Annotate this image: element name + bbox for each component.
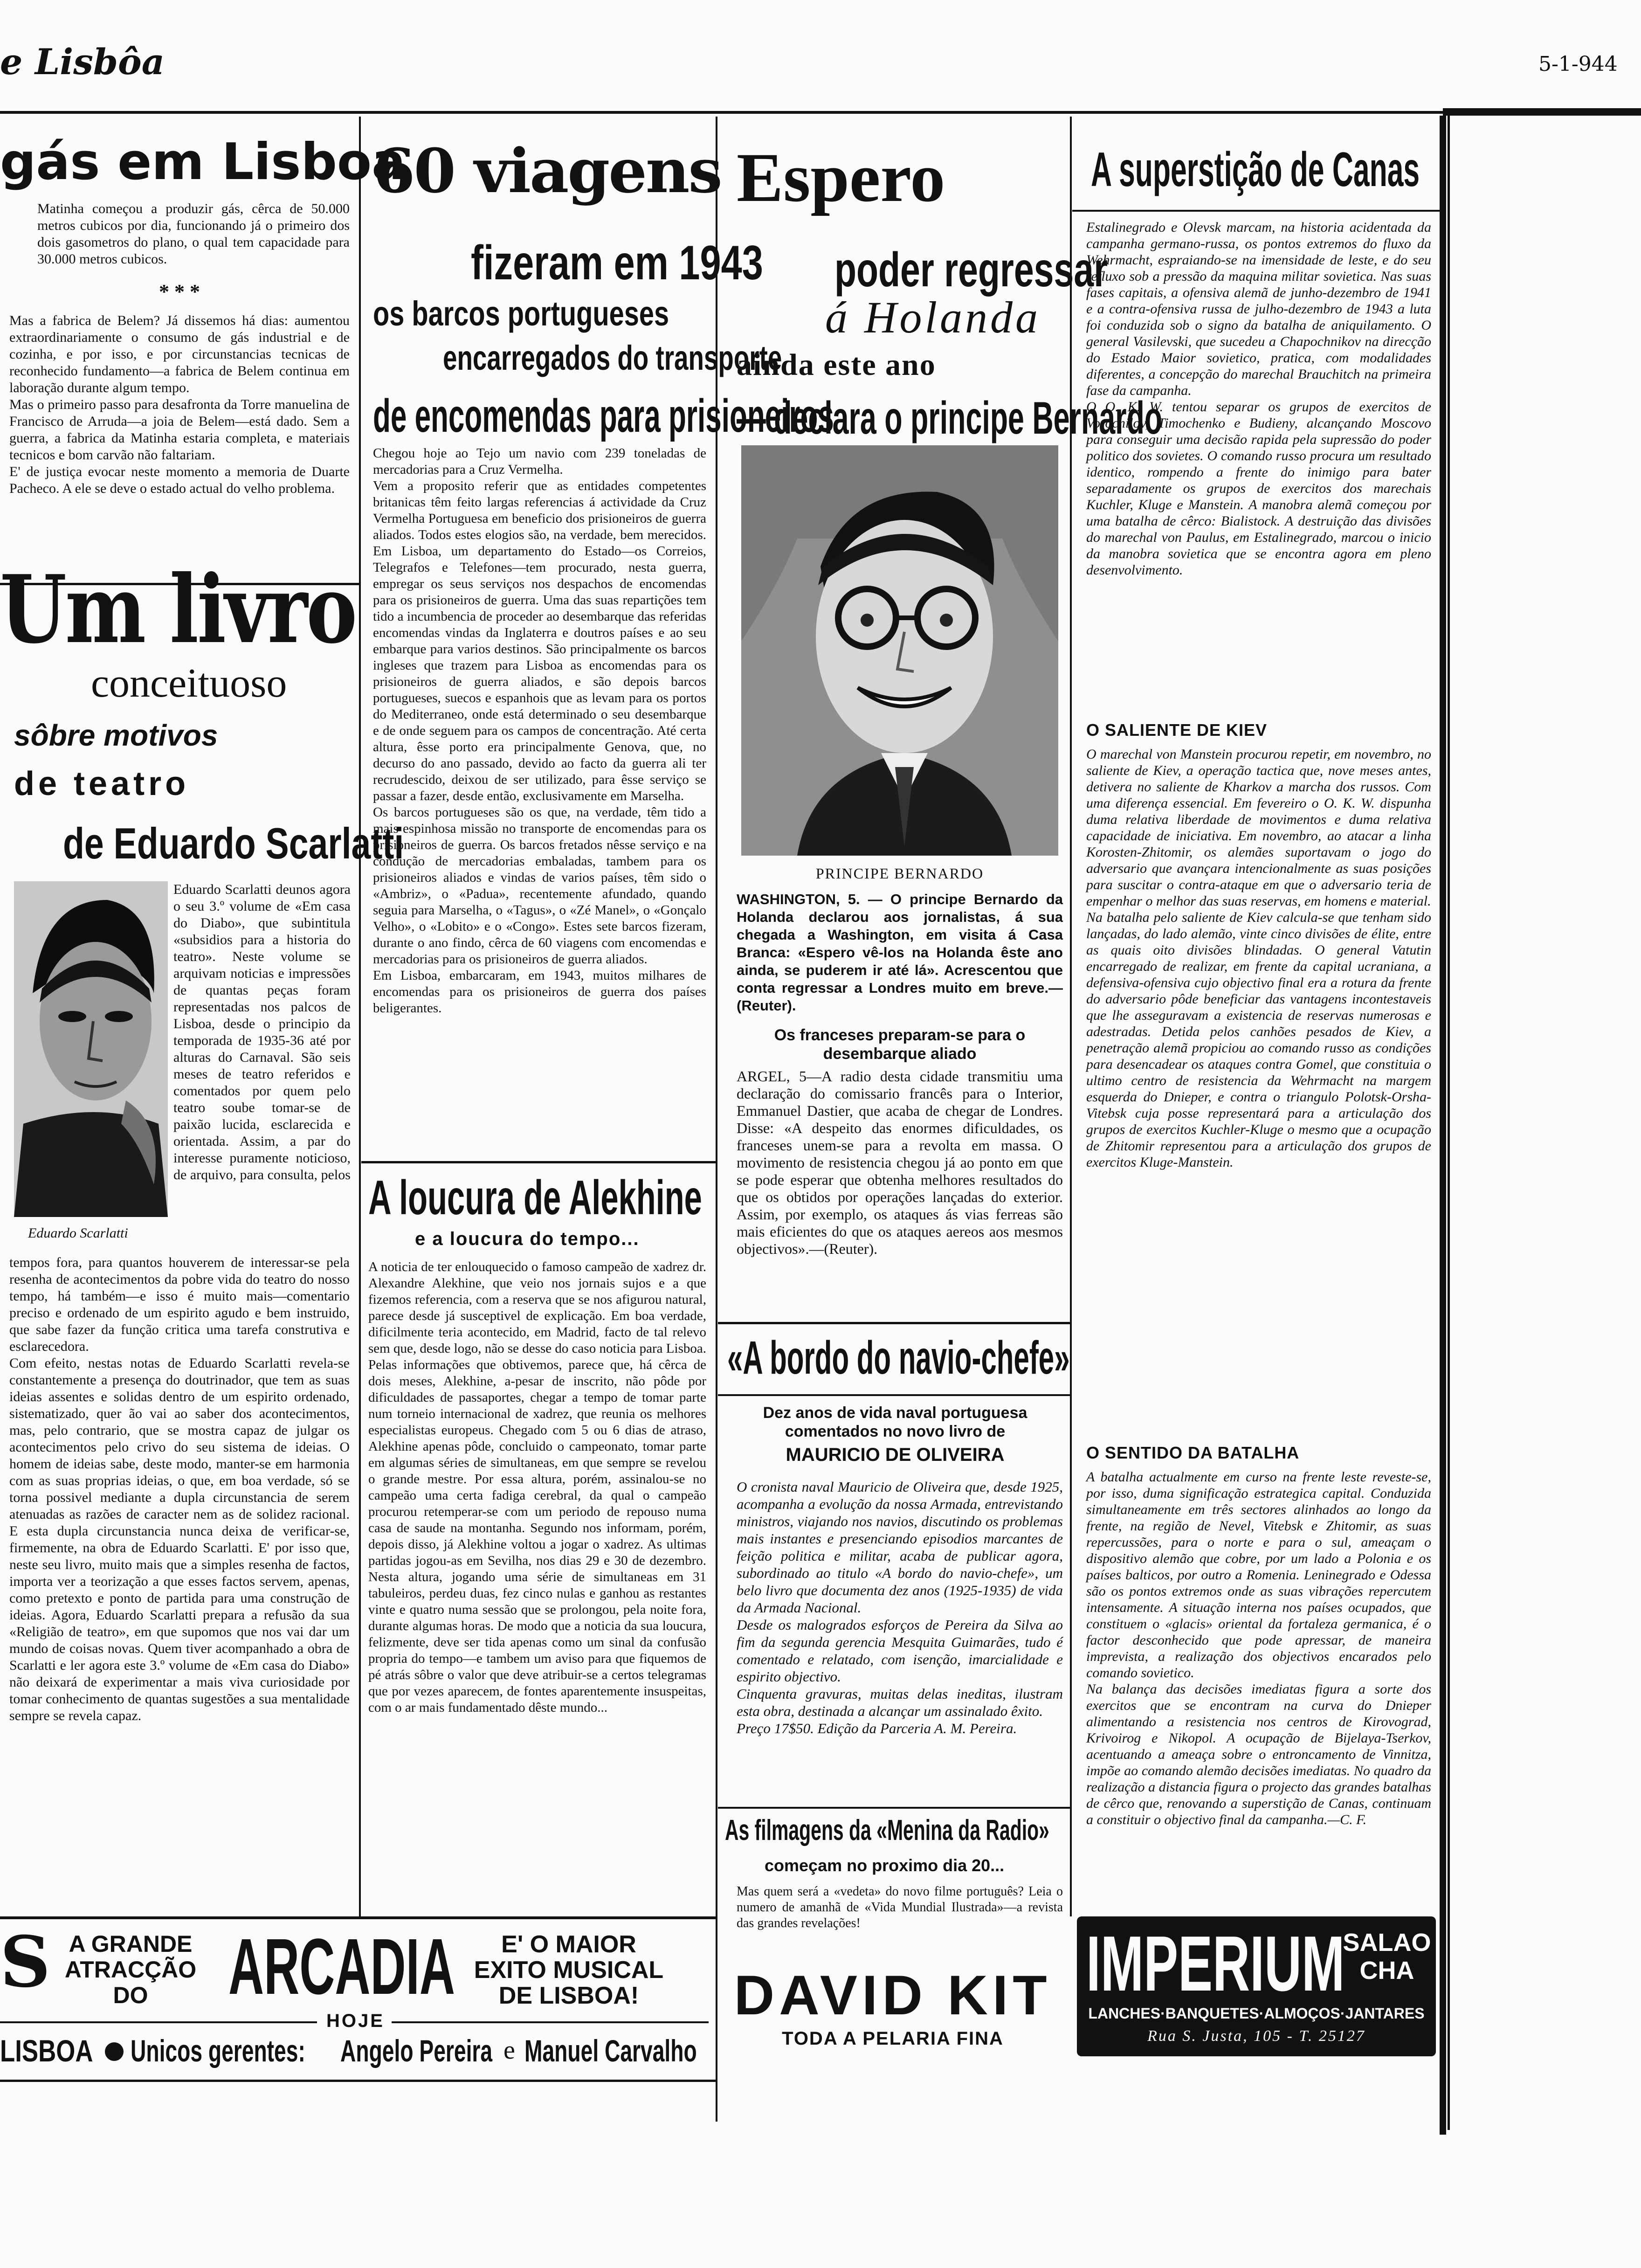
arcadia-bottom-rule bbox=[0, 2080, 716, 2082]
column-rule-3 bbox=[1070, 117, 1072, 1916]
arcadia-bottom-e: e bbox=[503, 2036, 515, 2065]
filmagens-headline: As filmagens da «Menina da Radio» bbox=[725, 1814, 1049, 1846]
alekhine-headline: A loucura de Alekhine bbox=[368, 1171, 702, 1225]
navio-bottom-rule bbox=[718, 1807, 1070, 1809]
masthead-rule-right bbox=[1443, 108, 1641, 116]
davidkit-tag: TODA A PELARIA FINA bbox=[782, 2028, 1004, 2049]
viagens-headline-3: os barcos portugueses bbox=[373, 294, 669, 333]
canas-subhead-1: O SALIENTE DE KIEV bbox=[1086, 720, 1268, 740]
imperium-name: IMPERIUM bbox=[1086, 1920, 1345, 2007]
holanda-headline-2: poder regressar bbox=[834, 243, 1108, 297]
arcadia-grande-1: A GRANDE bbox=[69, 1931, 193, 1957]
canas-headline-rule bbox=[1072, 210, 1441, 212]
scarlatti-caption: Eduardo Scarlatti bbox=[28, 1225, 128, 1241]
gas-separator: * * * bbox=[159, 280, 200, 303]
arcadia-grande-3: DO bbox=[113, 1982, 148, 2008]
viagens-bottom-rule bbox=[361, 1161, 716, 1163]
navio-headline: «A bordo do navio-chefe» bbox=[727, 1332, 1070, 1384]
arcadia-maior-1: E' O MAIOR bbox=[501, 1931, 636, 1958]
arcadia-grande-2: ATRACÇÃO bbox=[64, 1957, 197, 1983]
canas-headline: A superstição de Canas bbox=[1091, 143, 1420, 197]
arcadia-bottom-lisboa: LISBOA bbox=[0, 2033, 93, 2068]
viagens-body: Chegou hoje ao Tejo um navio com 239 toneladas de mercadorias para a Cruz Vermelha. Vem a proposito referir que as entidades competentes britanicas têm feito largas referencias á actividade da Cruz Vermelha Portuguesa em beneficio dos prisioneiros de guerra aliados. Todos estes elogios são, na verdade, bem merecidos. Em Lisboa, um departamento do Estado—os Correios, Telegrafos e Telefones—tem procurado, nesta guerra, empregar os seus serviços nos despachos de encomendas para os prisioneiros de guerra. Uma das suas repartições tem tido a incumbencia de proceder ao desembarque das referidas encomendas vindas da Inglaterra e doutros países e ao seu embarque para varios destinos. São principalmente os barcos ingleses que trazem para Lisboa as encomendas para os prisioneiros de guerra aliados, e são depois barcos portugueses, suecos e espanhois que as levam para os portos do Mediterraneo, onde está determinado o seu desembarque e de onde seguem para os campos de concentração. Até certa altura, êsse porto era principalmente Genova, que, no decurso do ano passado, devido ao facto da guerra ali ter recrudescido, deixou de ser utilizado, para êsse serviço se passar a fazer, desde então, exclusivamente em Marselha. Os barcos portugueses são os que, na verdade, têm tido a mais espinhosa missão no transporte de encomendas para os prisioneiros de guerra. Os barcos fretados nêsse serviço e na condução de mercadorias embaladas, tambem para os prisioneiros aliados e vindas de varios países, têm sido o «Ambriz», o «Padua», recentemente afundado, quando seguia para Marselha, o «Tagus», o «Zé Manel», o «Gonçalo Velho», o «Lobito» e o «Congo». Estes sete barcos fizeram, durante o ano findo, cêrca de 60 viagens com encomendas e mercadorias para os prisioneiros de guerra aliados. Em Lisboa, embarcaram, em 1943, muitos milhares de encomendas para os prisioneiros de guerra dos países beligerantes. bbox=[373, 446, 706, 1016]
arcadia-name: ARCADIA bbox=[228, 1922, 455, 2011]
masthead-rule bbox=[0, 111, 1443, 114]
scarlatti-portrait-icon bbox=[14, 881, 168, 1217]
livro-headline-2: conceituoso bbox=[91, 661, 287, 706]
livro-headline-3: sôbre motivos bbox=[14, 719, 218, 752]
gas-paragraph-2: Mas a fabrica de Belem? Já dissemos há dias: aumentou extraordinariamente o consumo de gás industrial e de cozinha, e por isso, e por circunstancias tecnicas de reconhecido fundamento—a fabrica de Belem continua em laboração durante algum tempo. Mas o primeiro passo para desafronta da Torre manuelina de Francisco de Arruda—a joia de Belem—está dado. Sem a guerra, a fabrica da Matinha estaria completa, e materiais tecnicos e bom carvão não faltariam. E' de justiça evocar neste momento a memoria de Duarte Pacheco. A ele se deve o estado actual do velho problema. bbox=[9, 313, 350, 496]
canas-paragraph-2: O marechal von Manstein procurou repetir, em novembro, no saliente de Kiev, a operação tactica que, nove meses antes, detivera no saliente de Kharkov a marcha dos russos. Com uma diferença essencial. Em fevereiro o O. K. W. dispunha duma relativa liberdade de movimentos e duma relativa capacidade de iniciativa. Em novembro, ao atacar a linha Korosten-Zhitomir, os alemães suportavam o jogo do adversario que avançara intencionalmente as suas posições para suscitar o contra-ataque em que o adversario teria de empenhar o melhor das suas reservas, em homens e material. Na batalha pelo saliente de Kiev calcula-se que tenham sido lançadas, do lado alemão, vinte cinco divisões de élite, entre as quais oito divisões blindadas. O general Vatutin encarregado de realizar, em frente da capital ucraniana, a defensiva-ofensiva cujo objectivo final era a rotura da frente do adversario pôde beneficiar das vantagens incontestaveis que lhe asseguravam a existencia de reservas numerosas e adestradas. Detida pelos canhões pesados de Kiev, a penetração alemã propiciou ao comando russo as condições para desencadear os ataques contra Gomel, que constituia o ultimo centro de resistencia da Wehrmacht na margem esquerda do Dnieper, e contra o triangulo Polotsk-Orsha-Vitebsk cuja posse representará para a articulação dos grupos de exercitos Kuchler-Kluge o mesmo que a ocupação de Zhitomir representou para a articulação dos grupos de exercitos Kluge-Manstein. bbox=[1086, 747, 1431, 1170]
navio-headline-rule bbox=[718, 1394, 1070, 1396]
livro-headline-1: Um livro bbox=[0, 555, 356, 664]
arcadia-bottom-manuel: Manuel Carvalho bbox=[524, 2033, 697, 2068]
scarlatti-photo bbox=[14, 881, 168, 1217]
holanda-headline-1: Espero bbox=[737, 139, 945, 216]
arcadia-bullet-icon bbox=[105, 2042, 124, 2061]
canas-paragraph-3: A batalha actualmente em curso na frente leste reveste-se, por isso, duma significação estrategica capital. Conduzida simultaneamente em três sectores alinhados ao longo da frente, na região de Nevel, Vitebsk e Zhitomir, as suas repercussões, para o norte e para o sul, ameaçam o dispositivo alemão que cobre, por um lado a Polonia e os países balticos, por outro a Romenia. Leninegrado e Odessa são os pontos extremos onde as suas vibrações repercutem intensamente. A situação interna nos países ocupados, que constituem o «glacis» oriental da fortaleza germanica, é o factor desconhecido que pode apressar, de maneira imprevista, a realização dos objectivos encarados pelo comando sovietico. Na balança das decisões imediatas figura a sorte dos exercitos que se encontram na curva do Dnieper alimentando a resistencia nos centros de Kirovograd, Krivoirog e Nikopol. A ocupação de Bijelaya-Tserkov, acentuando a ameaça sobre o entroncamento de Vinnitza, impõe ao comando alemão decisões imediatas. No quadro da realização a distancia figura o projecto das grandes batalhas de cêrco que, renovando a superstição de Canas, continuam a constituir o objectivo final da campanha.—C. F. bbox=[1086, 1469, 1431, 1827]
arcadia-hoje-rule-right bbox=[392, 2021, 709, 2023]
bernardo-caption: PRINCIPE BERNARDO bbox=[815, 865, 984, 882]
imperium-salao-1: SALAO bbox=[1343, 1929, 1431, 1957]
ads-top-rule bbox=[0, 1916, 716, 1919]
bernardo-photo bbox=[741, 445, 1058, 856]
gas-headline: gás em Lisboa bbox=[0, 133, 406, 191]
livro-paragraph-1: Eduardo Scarlatti deunos agora o seu 3.º volume de «Em casa do Diabo», que subintitula «subsidios para a historia do teatro». Neste volume se arquivam noticias e impressões de quantas peças foram representadas nos palcos de Lisboa, desde o principio da temporada de 1935-36 até por alturas do Carnaval. São seis meses de teatro referidos e comentados por quem pelo teatro soube tomar-se de paixão lucida, esclarecida e orientada. Assim, a par do interesse puramente noticioso, de arquivo, para consulta, pelos bbox=[173, 882, 351, 1182]
arcadia-bottom-angelo: Angelo Pereira bbox=[340, 2033, 493, 2068]
navio-subheadline-2: MAURICIO DE OLIVEIRA bbox=[786, 1445, 1005, 1465]
holanda-headline-5: — declara o principe Bernardo bbox=[737, 392, 1163, 443]
navio-subheadline-1: Dez anos de vida naval portuguesa comentados no novo livro de bbox=[763, 1404, 1027, 1440]
imperium-line: LANCHES·BANQUETES·ALMOÇOS·JANTARES bbox=[1088, 2005, 1425, 2022]
holanda-headline-4: ainda este ano bbox=[737, 348, 936, 382]
holanda-body: ARGEL, 5—A radio desta cidade transmitiu uma declaração do comissario francês para o Interior, Emmanuel Dastier, que acaba de chegar de Londres. Disse: «A despeito das enormes dificuldades, os franceses unem-se para a revolta em massa. O movimento de resistencia chegou já ao ponto em que se pode esperar que obtenha melhores resultados do que os obtidos por operações lançadas do exterior. Assim, por exemplo, os ataques ás vias ferreas são mais eficientes do que os ataques aereos aos mesmos objectivos».—(Reuter). bbox=[737, 1068, 1063, 1257]
imperium-salao-2: CHA bbox=[1359, 1957, 1414, 1984]
viagens-headline-4: encarregados do transporte bbox=[443, 339, 782, 377]
arcadia-hoje: HOJE bbox=[326, 2011, 385, 2031]
arcadia-maior-3: DE LISBOA! bbox=[498, 1982, 639, 2009]
viagens-headline-2: fizeram em 1943 bbox=[471, 236, 763, 290]
holanda-bottom-rule bbox=[718, 1322, 1070, 1324]
gas-paragraph-1: Matinha começou a produzir gás, cêrca de 50.000 metros cubicos por dia, funcionando já o primeiro dos dois gasometros do plano, o qual tem capacidade para 30.000 metros cubicos. bbox=[37, 201, 350, 267]
holanda-subheadline: Os franceses preparam-se para o desembarque aliado bbox=[774, 1026, 1026, 1063]
filmagens-body: Mas quem será a «vedeta» do novo filme português? Leia o numero de amanhã de «Vida Mundial Ilustrada»—a revista das grandes revelações! bbox=[737, 1884, 1063, 1930]
arcadia-left-letter: S bbox=[0, 1921, 51, 2003]
arcadia-hoje-rule-left bbox=[0, 2021, 317, 2023]
imperium-address: Rua S. Justa, 105 - T. 25127 bbox=[1147, 2027, 1365, 2045]
livro-paragraph-2: tempos fora, para quantos houverem de interessar-se pela resenha de acontecimentos da pobre vida do teatro do nosso tempo, há também—e isso é muito mais—comentario preciso e ordenado de um espirito agudo e bem instruido, que sabe fazer da função critica uma tarefa construtiva e esclarecedora. Com efeito, nestas notas de Eduardo Scarlatti revela-se constantemente a presença do doutrinador, que tem as suas ideias assentes e solidas dentro de um espirito ordenado, sistematizado, quer ão vai ao saber dos acontecimentos, mas, pelo contrario, que se mostra capaz de julgar os acontecimentos pelo crivo do seu sistema de ideias. O homem de ideias sabe, deste modo, manter-se em harmonia com as suas proprias ideias, o que, em boa verdade, só se torna possivel mediante a dupla circunstancia de serem atenuadas as razões de caracter nem as de solidez racional. E esta dupla circunstancia nunca deixa de verificar-se, firmemente, na obra de Eduardo Scarlatti. E' por isso que, neste seu livro, muito mais que a simples resenha de factos, importa ver a teorização a que esses factos servem, apenas, como pretexto e ponto de partida para uma construção de ideias. Agora, Eduardo Scarlatti prepara a refusão da sua «Religião de teatro», em que supomos que nos vai dar um mundo de coisas novas. Quem tiver acompanhado a obra de Scarlatti e ler agora este 3.º volume de «Em casa do Diabo» não deixará de experimentar a mais viva curiosidade por tomar conhecimento de quantas sugestões a sua mentalidade sempre se revela capaz. bbox=[9, 1255, 350, 1723]
arcadia-maior-2: EXITO MUSICAL bbox=[474, 1957, 664, 1984]
navio-body: O cronista naval Mauricio de Oliveira que, desde 1925, acompanha a evolução da nossa Armada, entrevistando ministros, viajando nos navios, discutindo os problemas mais instantes e presenciando episodios marcantes de feição politica e militar, acaba de publicar agora, subordinado ao titulo «A bordo do navio-chefe», um belo livro que documenta dez anos (1925-1935) de vida da Armada Nacional. Desde os malogrados esforços de Pereira da Silva ao fim da segunda gerencia Mesquita Guimarães, tudo é comentado e relatado, com isenção, imarcialidade e espirito objectivo. Cinquenta gravuras, muitas delas ineditas, ilustram esta obra, destinada a alcançar um assinalado êxito. Preço 17$50. Edição da Parceria A. M. Pereira. bbox=[737, 1479, 1063, 1736]
livro-headline-4: de teatro bbox=[14, 765, 190, 802]
viagens-headline-1: 60 viagens bbox=[373, 135, 721, 207]
holanda-headline-3: á Holanda bbox=[825, 292, 1041, 342]
viagens-headline-5: de encomendas para prisioneiros bbox=[373, 390, 834, 442]
livro-headline-5: de Eduardo Scarlatti bbox=[63, 819, 404, 868]
arcadia-bottom-gerentes: Unicos gerentes: bbox=[131, 2033, 305, 2068]
masthead-title: e Lisbôa bbox=[0, 41, 165, 83]
alekhine-subheadline: e a loucura do tempo... bbox=[415, 1229, 640, 1249]
column-rule-1 bbox=[359, 117, 361, 1916]
filmagens-subheadline: começam no proximo dia 20... bbox=[765, 1856, 1005, 1875]
davidkit-name: DAVID KIT bbox=[734, 1964, 1052, 2026]
right-border-outer bbox=[1448, 116, 1450, 2130]
canas-subhead-2: O SENTIDO DA BATALHA bbox=[1086, 1443, 1300, 1462]
holanda-lead: WASHINGTON, 5. — O principe Bernardo da Holanda declarou aos jornalistas, á sua chegada a Washington, em visita á Casa Branca: «Espero vê-los na Holanda êste ano ainda, se puderem ir até lá». Acrescentou que conta regressar a Londres muito em breve.—(Reuter). bbox=[737, 891, 1063, 1014]
alekhine-body: A noticia de ter enlouquecido o famoso campeão de xadrez dr. Alexandre Alekhine, que veio nos jornais sujos e a que fizemos referencia, com a reserva que se nos afigurou natural, parece desde já susceptivel de explicação. Em boa verdade, dificilmente teria acontecido, em Madrid, facto de tal relevo sem que, desde logo, não se desse do caso noticia para Lisboa. Pelas informações que obtivemos, parece que, há cêrca de dois meses, Alekhine, a-pesar de inscrito, não pôde por dificuldades de passaportes, chegar a tempo de tomar parte num torneio internacional de xadrez, que reunia os melhores especialistas europeus. Chegado com 5 ou 6 dias de atraso, Alekhine apenas pôde, concluido o campeonato, tomar parte em algumas séries de simultaneas, em que sempre se revelou o grande mestre. Por essa altura, porém, assinalou-se no campeão uma certa fadiga cerebral, da qual o campeão procurou retemperar-se com um periodo de repouso numa casa de saude na montanha. Segundo nos informam, porém, depois disso, já Alekhine voltou a jogar o xadrez. As ultimas partidas jogou-as em Sevilha, nos dias 29 e 30 de dezembro. Nesta altura, jogando uma série de simultaneas em 31 tabuleiros, perdeu duas, fez cinco nulas e ganhou as restantes vinte e quatro numa sessão que se prolongou, pela noite fora, durante algumas horas. De modo que a noticia da sua loucura, felizmente, deve ser tida apenas como um sinal da confusão propria do tempo—e tambem um aviso para que fiquemos de pé atrás sôbre o valor que deve atribuir-se a certos telegramas que por vezes aparecem, de fontes aparentemente insuspeitas, com o ar mais fundamentado dêste mundo... bbox=[368, 1259, 706, 1715]
canas-paragraph-1: Estalinegrado e Olevsk marcam, na historia acidentada da campanha germano-russa, os pontos extremos do fluxo da Wehrmacht, espraiando-se na imensidade de leste, e do seu refluxo sob a pressão da maquina militar sovietica. Nas suas fases capitais, a ofensiva alemã de junho-dezembro de 1941 e a contra-ofensiva russa de julho-dezembro de 1943 a luta foi conduzida sob o signo da batalha de aniquilamento. O general Vasilevski, que sucedeu a Chapochnikov na direcção do Estado Maior sovietico, pratica, com modalidades diferentes, a concepção do marechal Brauchitch na primeira fase da campanha. O O. K. W. tentou separar os grupos de exercitos de Vorochilov, Timochenko e Budieny, alcançando Moscovo para conseguir uma decisão rapida pela supressão do poder politico dos sovietes. O comando russo procura um resultado identico, rompendo a frente do inimigo para bater separadamente os grupos de exercitos dos marechais Kuchler, Kluge e Manstein. A manobra alemã começou por uma batalha de cêrco: Bialistock. A destruição das divisões do marechal von Paulus, em Estalinegrado, marcou o inicio da manobra sovietica que se encontra agora em pleno desenvolvimento. bbox=[1086, 220, 1431, 578]
masthead-date: 5-1-944 bbox=[1538, 52, 1618, 76]
right-border bbox=[1440, 116, 1446, 2135]
bernardo-portrait-icon bbox=[741, 445, 1058, 856]
